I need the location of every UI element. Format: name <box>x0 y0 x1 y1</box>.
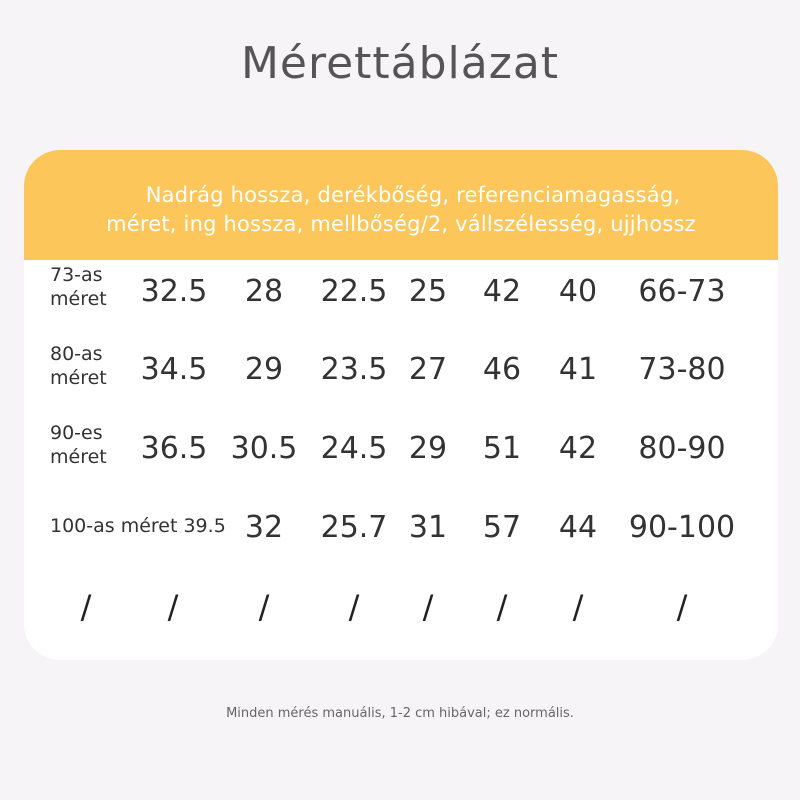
table-cell: 51 <box>482 431 522 466</box>
table-cell: 29 <box>244 352 284 387</box>
table-cell: 34.5 <box>140 352 208 387</box>
row-label <box>50 263 107 311</box>
empty-cell-slash: / <box>676 588 688 626</box>
table-cell: 22.5 <box>320 274 388 309</box>
table-cell: 40 <box>558 274 598 309</box>
table-cell: 57 <box>482 510 522 545</box>
table-cell: 25 <box>408 274 448 309</box>
row-label-size: 90-es <box>50 422 103 444</box>
table-header <box>24 150 778 260</box>
row-label <box>50 421 107 469</box>
table-cell: 28 <box>244 274 284 309</box>
table-cell: 23.5 <box>320 352 388 387</box>
table-cell: 31 <box>408 510 448 545</box>
table-cell: 27 <box>408 352 448 387</box>
row-label-unit: méret <box>50 446 107 468</box>
table-cell: 66-73 <box>638 274 726 309</box>
empty-cell-slash: / <box>496 588 508 626</box>
row-label-size: 73-as <box>50 264 103 286</box>
empty-cell-slash: / <box>258 588 270 626</box>
row-label <box>50 342 107 390</box>
table-cell: 24.5 <box>320 431 388 466</box>
empty-cell-slash: / <box>80 588 92 626</box>
table-cell: 90-100 <box>628 510 736 545</box>
empty-cell-slash: / <box>348 588 360 626</box>
table-cell: 30.5 <box>230 431 298 466</box>
table-cell: 32 <box>244 510 284 545</box>
row-label-unit: méret <box>50 367 107 389</box>
footnote: Minden mérés manuális, 1-2 cm hibával; ez normális. <box>226 706 574 721</box>
table-cell: 41 <box>558 352 598 387</box>
empty-cell-slash: / <box>167 588 179 626</box>
table-cell: 44 <box>558 510 598 545</box>
header-line-2: méret, ing hossza, mellbőség/2, vállszélesség, ujjhossz <box>106 212 696 236</box>
table-cell: 42 <box>482 274 522 309</box>
empty-cell-slash: / <box>572 588 584 626</box>
table-cell: 73-80 <box>638 352 726 387</box>
table-cell: 42 <box>558 431 598 466</box>
header-line-1: Nadrág hossza, derékbőség, referenciamagasság, <box>145 183 681 207</box>
size-table-card <box>24 150 778 660</box>
row-label-size: 80-as <box>50 343 103 365</box>
empty-cell-slash: / <box>422 588 434 626</box>
table-cell: 29 <box>408 431 448 466</box>
table-cell: 80-90 <box>638 431 726 466</box>
page-title: Mérettáblázat <box>240 38 560 89</box>
table-cell: 36.5 <box>140 431 208 466</box>
table-cell: 32.5 <box>140 274 208 309</box>
table-cell: 46 <box>482 352 522 387</box>
row-label-unit: méret <box>50 288 107 310</box>
row-label: 100-as méret 39.5 <box>50 515 226 537</box>
table-cell: 25.7 <box>320 510 388 545</box>
